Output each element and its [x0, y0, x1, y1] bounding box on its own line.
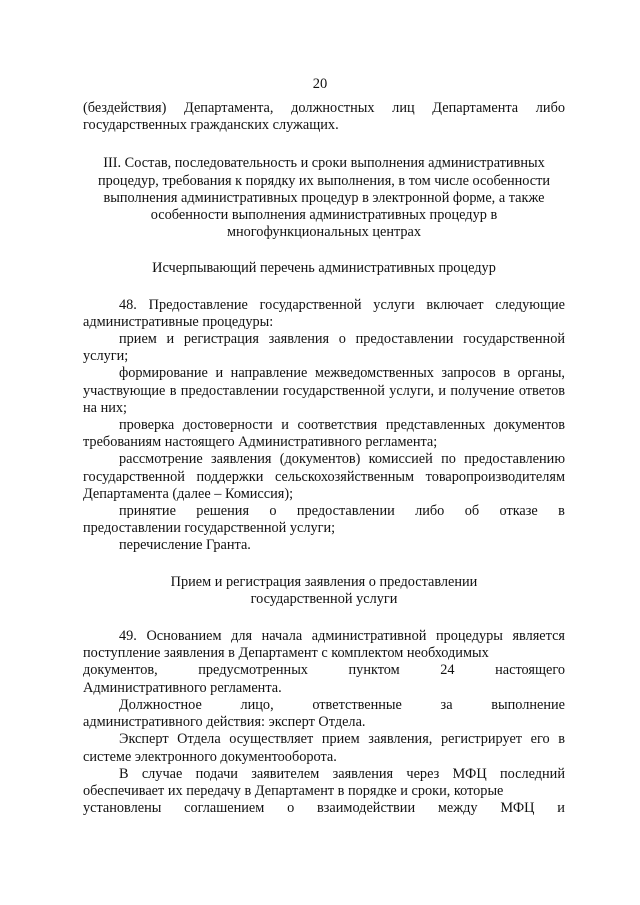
item-49-paragraph-1 — [83, 628, 565, 697]
spread-line — [83, 800, 565, 817]
section-heading-line: выполнения административных процедур в электронной форме, а также — [103, 189, 545, 206]
word: и — [557, 800, 565, 817]
spread-line — [83, 503, 565, 520]
section-heading-line: III. Состав, последовательность и сроки выполнения административных — [103, 155, 545, 172]
subheading-procedures-list: Исчерпывающий перечень административных процедур — [152, 260, 496, 277]
word: установлены — [83, 800, 162, 817]
subheading-reception — [83, 574, 565, 608]
word: о — [287, 800, 295, 817]
item-48-list-item: проверка достоверности и соответствия представленных документов требованиям настоящего Административного регламента; — [83, 417, 565, 451]
word: между — [437, 800, 478, 817]
item-49-paragraph-4 — [83, 766, 565, 818]
word: МФЦ — [500, 800, 535, 817]
item-48-decision-line — [83, 503, 565, 537]
word: пунктом — [348, 662, 400, 679]
page-number: 20 — [312, 76, 328, 92]
word: об — [464, 503, 480, 520]
spread-line — [83, 662, 565, 679]
item-49-p1-start: 49. Основанием для начала административной процедуры является поступление заявления в Департамент с комплектом необходимых — [83, 628, 565, 662]
word: документов, — [83, 662, 158, 679]
spread-line — [83, 697, 565, 714]
word: соглашением — [184, 800, 265, 817]
item-48-intro: 48. Предоставление государственной услуги включает следующие административные процедуры: — [83, 296, 565, 330]
section-heading-line: особенности выполнения административных процедур в — [150, 207, 498, 224]
item-48-last: перечисление Гранта. — [119, 537, 251, 554]
word: отказе — [499, 503, 538, 520]
item-49-p4-start: В случае подачи заявителем заявления через МФЦ последний обеспечивает их передачу в Департамент в порядке и сроки, которые — [83, 765, 565, 799]
item-48-list-item: формирование и направление межведомственных запросов в органы, участвующие в предоставлении государственной услуги, и получение ответов на них; — [83, 365, 565, 416]
word: лицо, — [240, 696, 274, 713]
item-48-decision-rest: предоставлении государственной услуги; — [83, 520, 336, 537]
word: ответственные — [312, 696, 402, 713]
section-heading-line: процедур, требования к порядку их выполнения, в том числе особенности — [97, 172, 551, 189]
section-heading — [83, 155, 565, 241]
word: выполнение — [491, 696, 565, 713]
item-48-list-item: прием и регистрация заявления о предоставлении государственной услуги; — [83, 331, 565, 365]
word: предусмотренных — [198, 662, 308, 679]
subheading-line: Прием и регистрация заявления о предоставлении — [170, 573, 478, 590]
word: настоящего — [495, 662, 565, 679]
word: Должностное — [119, 696, 202, 713]
item-48-list-item: рассмотрение заявления (документов) комиссией по предоставлению государственной поддержки сельскохозяйственным товаропроизводителям Департамента (далее – Комиссия); — [83, 451, 565, 502]
section-heading-line: многофункциональных центрах — [226, 224, 422, 241]
item-49-p2-end: административного действия: эксперт Отдела. — [83, 714, 366, 731]
word: принятие — [119, 503, 176, 520]
word: предоставлении — [296, 503, 395, 520]
item-49-paragraph-3: Эксперт Отдела осуществляет прием заявления, регистрирует его в системе электронного документооборота. — [83, 731, 565, 765]
word: о — [269, 503, 277, 520]
word: в — [558, 503, 565, 520]
word: 24 — [440, 662, 455, 679]
item-49-paragraph-2 — [83, 697, 565, 731]
subheading-line: государственной услуги — [250, 590, 398, 607]
word: либо — [415, 503, 445, 520]
word: взаимодействии — [317, 800, 416, 817]
continuation-paragraph: (бездействия) Департамента, должностных лиц Департамента либо государственных гражданских служащих. — [83, 100, 565, 134]
word: за — [440, 696, 453, 713]
word: решения — [196, 503, 250, 520]
item-49-p1-end: Административного регламента. — [83, 679, 282, 696]
document-body — [83, 100, 565, 817]
